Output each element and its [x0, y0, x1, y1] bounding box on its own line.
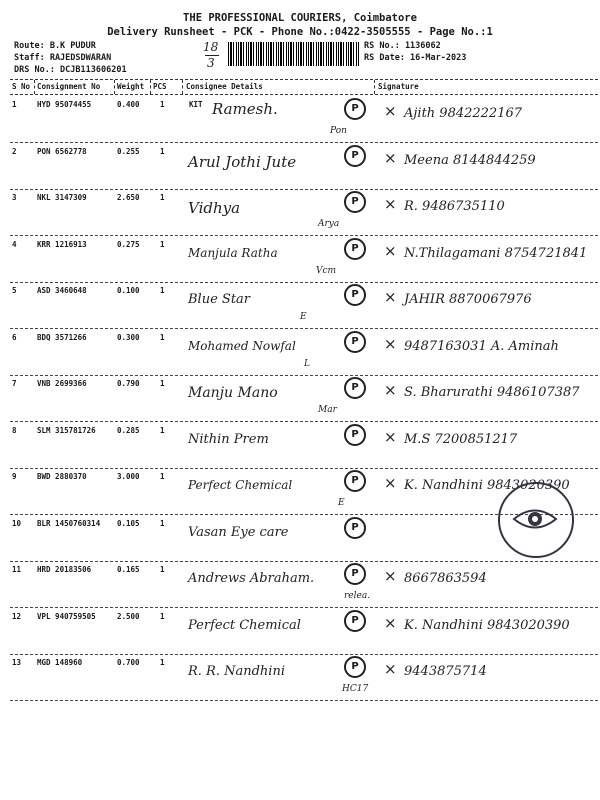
- table-row: [0, 658, 600, 704]
- signature-text: N.Thilagamani 8754721841: [404, 245, 588, 261]
- signature-mark: ×: [384, 613, 397, 632]
- row-weight: 0.100: [117, 286, 140, 295]
- delivered-mark: P: [344, 563, 366, 585]
- row-weight: 2.650: [117, 193, 140, 202]
- row-consignment: BWD 2880370: [37, 472, 87, 481]
- row-sno: 4: [12, 239, 17, 249]
- row-consignment: NKL 3147309: [37, 193, 87, 202]
- signature-mark: ×: [384, 660, 397, 678]
- row-consignment: SLM 315781726: [37, 425, 96, 435]
- consignee-note: Pon: [330, 126, 347, 136]
- consignee-note: Mar: [318, 405, 337, 415]
- signature-text: Meena 8144844259: [404, 152, 536, 168]
- signature-text: S. Bharurathi 9486107387: [404, 385, 580, 400]
- table-row: [0, 379, 600, 425]
- table-row: [0, 426, 600, 472]
- table-row: [0, 147, 600, 193]
- header-top-rule: [10, 79, 598, 80]
- table-row: [0, 286, 600, 332]
- delivered-mark: P: [344, 517, 366, 539]
- delivered-mark: P: [344, 238, 366, 260]
- signature-text: R. 9486735110: [404, 199, 505, 214]
- row-weight: 0.285: [117, 425, 140, 435]
- table-row: [0, 333, 600, 379]
- handwritten-count: [203, 40, 219, 70]
- signature-text: K. Nandhini 9843020390: [404, 478, 570, 493]
- row-sno: 13: [12, 658, 22, 667]
- table-row: [0, 240, 600, 286]
- row-pcs: 1: [160, 193, 165, 202]
- delivered-mark: P: [344, 610, 366, 632]
- row-weight: 0.790: [117, 379, 140, 388]
- row-pcs: 1: [160, 100, 165, 109]
- delivered-mark: P: [344, 98, 366, 120]
- rs-number: RS No.: 1136062: [364, 41, 441, 51]
- row-sno: 12: [12, 611, 22, 621]
- row-pcs: 1: [160, 146, 165, 156]
- row-consignment: VNB 2699366: [37, 379, 87, 388]
- signature-mark: ×: [384, 102, 397, 120]
- consignee-name: Andrews Abraham.: [188, 571, 315, 586]
- row-pcs: 1: [160, 286, 165, 295]
- row-sno: 1: [12, 100, 17, 109]
- rs-date: RS Date: 16-Mar-2023: [364, 53, 467, 63]
- header-bottom-rule: [10, 94, 598, 95]
- consignee-note: HC17: [342, 684, 369, 694]
- row-consignment: MGD 148960: [37, 658, 83, 667]
- company-title: THE PROFESSIONAL COURIERS, Coimbatore: [183, 12, 417, 24]
- row-pcs: 1: [160, 611, 165, 621]
- row-consignment: VPL 940759505: [37, 611, 96, 621]
- delivered-mark: P: [344, 191, 366, 213]
- consignee-name: Vidhya: [188, 199, 241, 217]
- row-weight: 0.165: [117, 565, 140, 574]
- signature-text: JAHIR 8870067976: [404, 292, 532, 307]
- consignee-note: E: [338, 498, 345, 508]
- col-signature: Signature: [378, 82, 419, 91]
- table-row: [0, 565, 600, 611]
- runsheet-title: Delivery Runsheet - PCK - Phone No.:0422-3505555 - Page No.:1: [107, 26, 493, 38]
- signature-mark: ×: [384, 474, 397, 492]
- col-pcs: PCS: [153, 82, 167, 91]
- signature-text: 9443875714: [404, 664, 487, 679]
- consignee-name: Manju Mano: [188, 385, 278, 401]
- table-row: [0, 193, 600, 239]
- barcode: [228, 42, 360, 66]
- hospital-stamp: [498, 482, 574, 558]
- signature-mark: ×: [384, 381, 397, 399]
- row-sno: 2: [12, 146, 17, 156]
- consignee-name: Ramesh.: [212, 100, 278, 118]
- row-consignment: ASD 3460648: [37, 286, 87, 295]
- row-weight: 0.105: [117, 518, 140, 528]
- row-sno: 6: [12, 332, 17, 342]
- delivered-mark: P: [344, 145, 366, 167]
- row-weight: 0.300: [117, 332, 140, 342]
- consignee-note: Arya: [318, 219, 340, 229]
- row-consignment: BLR 1450760314: [37, 518, 101, 528]
- consignee-note: E: [300, 312, 307, 322]
- signature-mark: ×: [384, 241, 397, 260]
- signature-text: M.S 7200851217: [404, 431, 518, 447]
- eye-icon: [512, 504, 558, 534]
- delivered-mark: P: [344, 656, 366, 678]
- col-weight: Weight: [117, 82, 145, 91]
- consignee-name: Manjula Ratha: [188, 245, 278, 260]
- row-consignment: HRD 20183506: [37, 565, 92, 574]
- delivered-mark: P: [344, 470, 366, 492]
- consignee-name: Blue Star: [188, 292, 251, 307]
- consignee-name: Nithin Prem: [188, 431, 269, 447]
- row-pcs: 1: [160, 239, 165, 249]
- row-sno: 9: [12, 472, 17, 481]
- consignee-note: L: [304, 358, 310, 369]
- col-sno: S No: [12, 82, 31, 91]
- col-details: Consignee Details: [186, 82, 263, 91]
- row-sno: 11: [12, 565, 22, 574]
- signature-text: Ajith 9842222167: [404, 106, 523, 121]
- consignee-name: Perfect Chemical: [188, 617, 301, 633]
- consignee-name: Arul Jothi Jute: [188, 152, 297, 171]
- signature-text: 8667863594: [404, 571, 487, 586]
- signature-mark: ×: [384, 288, 397, 306]
- row-pcs: 1: [160, 332, 165, 342]
- delivered-mark: P: [344, 377, 366, 399]
- table-row: [0, 100, 600, 146]
- consignee-name: R. R. Nandhini: [188, 664, 285, 679]
- row-sno: 10: [12, 518, 22, 528]
- row-weight: 2.500: [117, 611, 140, 621]
- consignee-name: Mohamed Nowfal: [188, 338, 296, 353]
- delivered-mark: P: [344, 331, 366, 353]
- row-pcs: 1: [160, 565, 165, 574]
- delivered-mark: P: [344, 284, 366, 306]
- signature-mark: ×: [384, 567, 397, 585]
- row-weight: 3.000: [117, 472, 140, 481]
- signature-mark: ×: [384, 195, 397, 213]
- row-pcs: 1: [160, 425, 165, 435]
- table-row: [0, 612, 600, 658]
- row-pcs: 1: [160, 472, 165, 481]
- row-sno: 8: [12, 425, 17, 435]
- handwritten-count-bottom: 3: [207, 56, 215, 70]
- consignee-name: Vasan Eye care: [188, 524, 289, 540]
- signature-text: 9487163031 A. Aminah: [404, 338, 559, 354]
- signature-text: K. Nandhini 9843020390: [404, 617, 570, 633]
- row-pcs: 1: [160, 658, 165, 667]
- drs-label: DRS No.: DCJB113606201: [14, 65, 127, 75]
- row-sno: 5: [12, 286, 17, 295]
- consignee-name: Perfect Chemical: [188, 478, 293, 492]
- row-weight: 0.255: [117, 146, 140, 156]
- row-weight: 0.400: [117, 100, 140, 109]
- signature-mark: ×: [384, 334, 397, 353]
- row-consignment: BDQ 3571266: [37, 332, 87, 342]
- row-consignment: HYD 95074455: [37, 100, 92, 109]
- row-consignment: KRR 1216913: [37, 239, 87, 249]
- route-label: Route: B.K PUDUR: [14, 41, 96, 51]
- row-pcs: 1: [160, 379, 165, 388]
- row-weight: 0.275: [117, 239, 140, 249]
- signature-mark: ×: [384, 148, 397, 167]
- consignee-note: relea.: [344, 591, 371, 601]
- handwritten-count-top: 18: [203, 40, 219, 54]
- col-consignment: Consignment No: [37, 82, 101, 91]
- row-pcs: 1: [160, 518, 165, 528]
- signature-mark: ×: [384, 427, 397, 446]
- row-weight: 0.700: [117, 658, 140, 667]
- row-sno: 3: [12, 193, 17, 202]
- staff-label: Staff: RAJEDSDWARAN: [14, 53, 112, 63]
- delivered-mark: P: [344, 424, 366, 446]
- row-prefix: KIT: [189, 100, 203, 109]
- row-sno: 7: [12, 379, 17, 388]
- row-consignment: PON 6562778: [37, 146, 87, 156]
- consignee-note: Vcm: [316, 265, 337, 276]
